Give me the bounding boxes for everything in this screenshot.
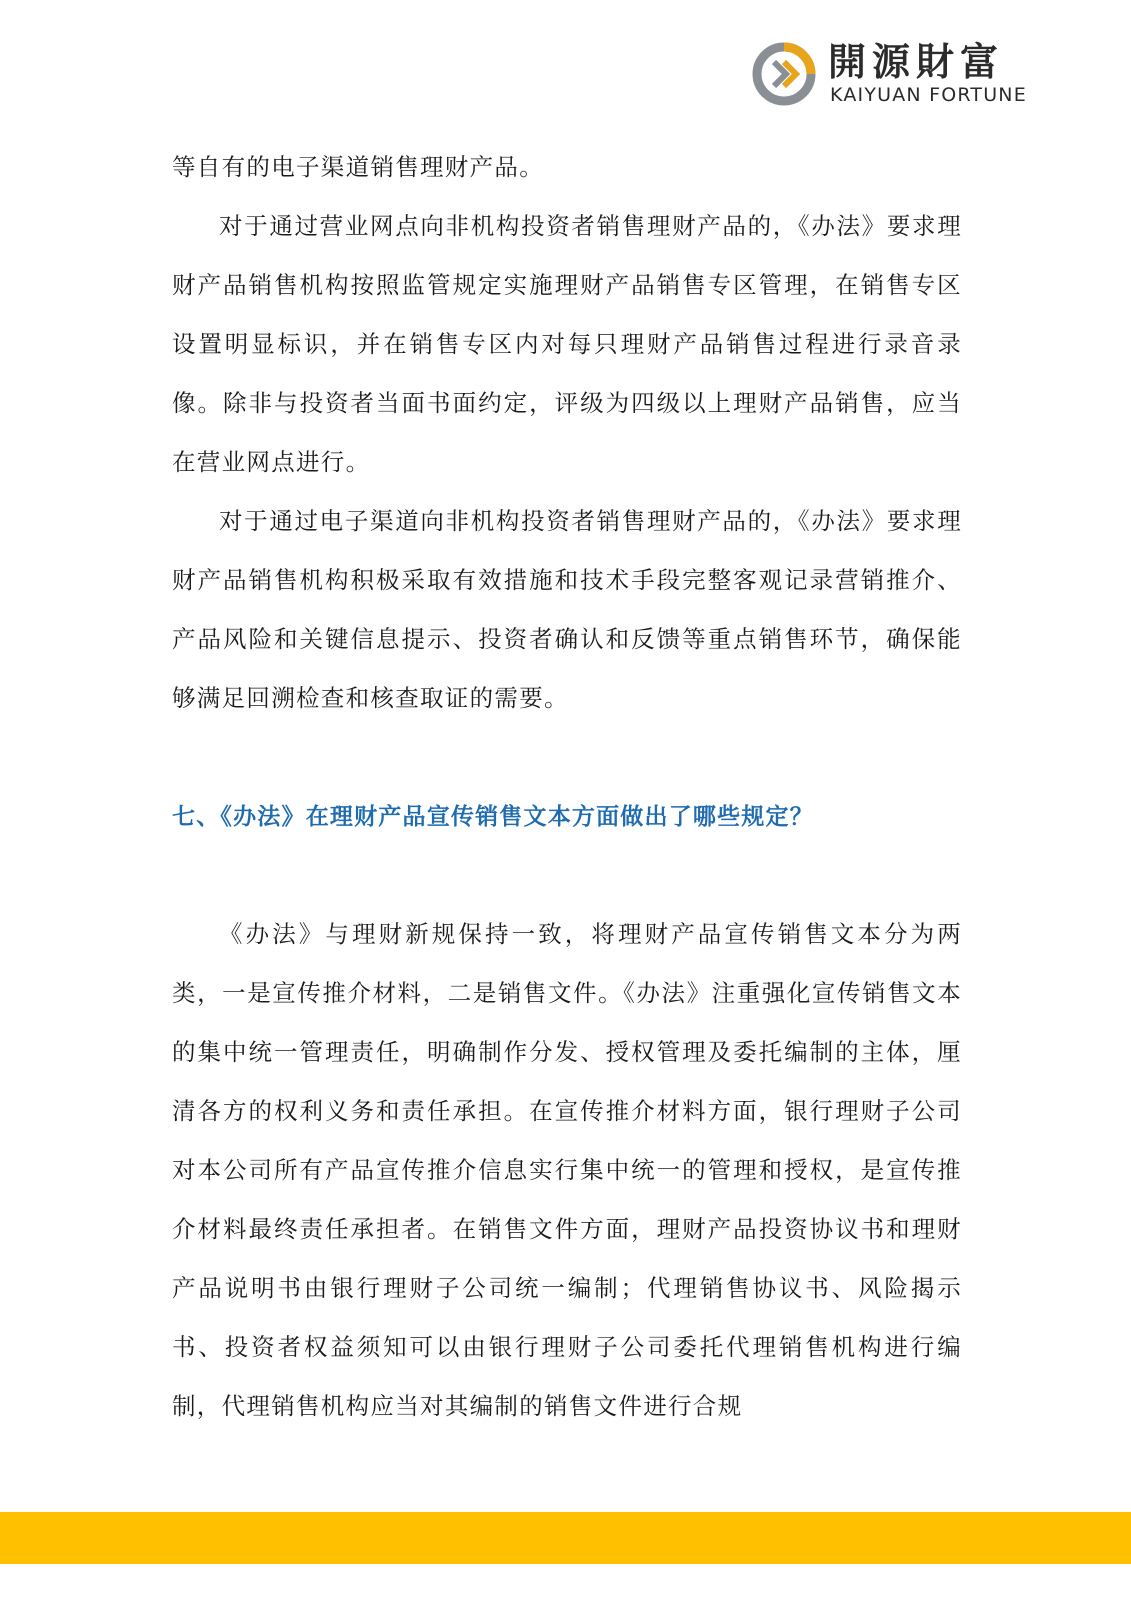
paragraph-3: 对于通过电子渠道向非机构投资者销售理财产品的，《办法》要求理财产品销售机构积极采取有效措施和技术手段完整客观记录营销推介、产品风险和关键信息提示、投资者确认和反馈等重点销售环节，确保能够满足回溯检查和核查取证的需要。 [172, 507, 962, 712]
paragraph-2: 对于通过营业网点向非机构投资者销售理财产品的，《办法》要求理财产品销售机构按照监管规定实施理财产品销售专区管理，在销售专区设置明显标识，并在销售专区内对每只理财产品销售过程进行录音录像。除非与投资者当面书面约定，评级为四级以上理财产品销售，应当在营业网点进行。 [172, 212, 962, 476]
logo-english-name: KAIYUAN FORTUNE [830, 84, 1027, 106]
kaiyuan-logo-icon [752, 42, 816, 106]
paragraph-4: 《办法》与理财新规保持一致，将理财产品宣传销售文本分为两类，一是宣传推介材料，二是销售文件。《办法》注重强化宣传销售文本的集中统一管理责任，明确制作分发、授权管理及委托编制的主体，厘清各方的权利义务和责任承担。在宣传推介材料方面，银行理财子公司对本公司所有产品宣传推介信息实行集中统一的管理和授权，是宣传推介材料最终责任承担者。在销售文件方面，理财产品投资协议书和理财产品说明书由银行理财子公司统一编制；代理销售协议书、风险揭示书、投资者权益须知可以由银行理财子公司委托代理销售机构进行编制，代理销售机构应当对其编制的销售文件进行合规 [172, 920, 962, 1420]
footer-bar [0, 1512, 1131, 1564]
company-logo [752, 40, 1052, 110]
section-heading: 七、《办法》在理财产品宣传销售文本方面做出了哪些规定？ [172, 804, 814, 830]
document-body [172, 138, 962, 1436]
paragraph-1: 等自有的电子渠道销售理财产品。 [172, 153, 544, 181]
logo-chinese-name: 開源財富 [828, 40, 1005, 84]
